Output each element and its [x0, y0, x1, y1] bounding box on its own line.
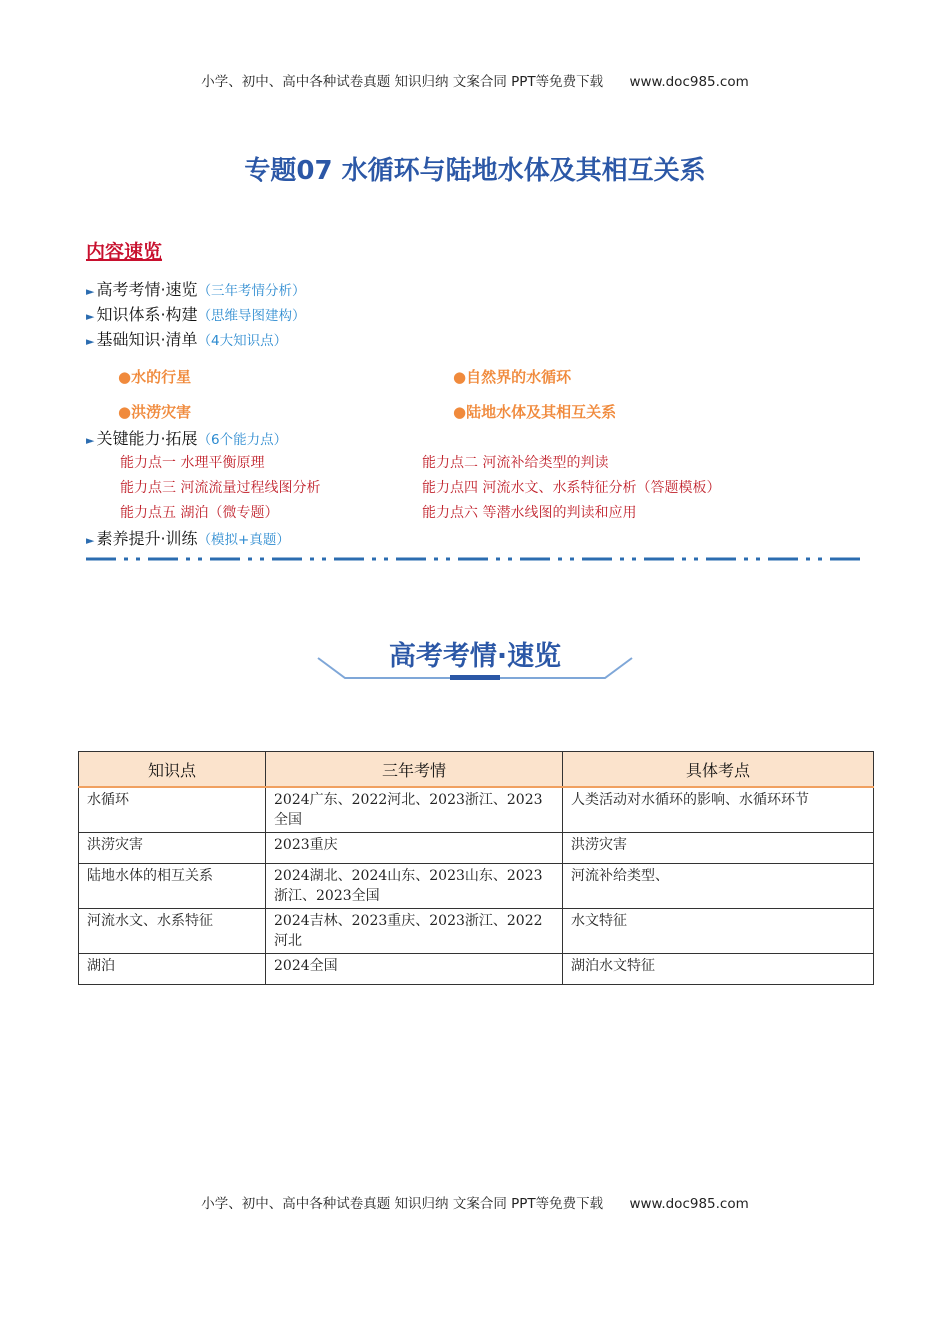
arrow-icon: ► — [86, 310, 95, 323]
table-header-row — [79, 752, 874, 788]
ability-point: 能力点三 河流流量过程线图分析 — [120, 480, 321, 496]
knowledge-point: ●陆地水体及其相互关系 — [453, 403, 617, 421]
table-cell: 湖泊 — [79, 954, 266, 985]
dash-divider — [86, 555, 866, 563]
page-footer — [0, 1192, 950, 1212]
overview-item-label: 关键能力·拓展 — [96, 429, 198, 448]
table-cell: 2024湖北、2024山东、2023山东、2023浙江、2023全国 — [266, 864, 563, 909]
ability-point: 能力点五 湖泊（微专题） — [120, 505, 279, 521]
section-title: 高考考情·速览 — [388, 641, 562, 672]
ability-point: 能力点一 水理平衡原理 — [120, 455, 265, 471]
overview-item-note: （4大知识点） — [197, 333, 288, 349]
ability-point: 能力点二 河流补给类型的判读 — [422, 455, 609, 471]
knowledge-point: ●洪涝灾害 — [118, 403, 192, 421]
table-cell: 湖泊水文特征 — [563, 954, 874, 985]
knowledge-point: ●水的行星 — [118, 368, 192, 386]
footer-url[interactable]: www.doc985.com — [629, 1196, 749, 1212]
arrow-icon: ► — [86, 434, 95, 447]
ability-point: 能力点六 等潜水线图的判读和应用 — [422, 505, 637, 521]
table-row — [79, 909, 874, 954]
footer-text: 小学、初中、高中各种试卷真题 知识归纳 文案合同 PPT等免费下载 — [201, 1196, 604, 1212]
overview-item-note: （三年考情分析） — [197, 283, 306, 299]
arrow-icon: ► — [86, 285, 95, 298]
table-cell: 水文特征 — [563, 909, 874, 954]
page-header — [0, 70, 950, 90]
table-cell: 水循环 — [79, 787, 266, 833]
column-header: 知识点 — [79, 752, 266, 788]
exam-table — [78, 751, 874, 985]
knowledge-point: ●自然界的水循环 — [453, 368, 572, 386]
overview-item — [86, 302, 306, 325]
table-cell: 洪涝灾害 — [79, 833, 266, 864]
overview-item-label: 基础知识·清单 — [96, 330, 198, 349]
overview-item-note: （思维导图建构） — [197, 308, 306, 324]
column-header: 具体考点 — [563, 752, 874, 788]
arrow-icon: ► — [86, 534, 95, 547]
table-cell: 2023重庆 — [266, 833, 563, 864]
table-row — [79, 864, 874, 909]
overview-item-note: （6个能力点） — [197, 432, 288, 448]
table-cell: 2024广东、2022河北、2023浙江、2023全国 — [266, 787, 563, 833]
ability-point: 能力点四 河流水文、水系特征分析（答题模板） — [422, 480, 721, 496]
page-title: 专题07 水循环与陆地水体及其相互关系 — [244, 156, 706, 186]
table-cell: 2024全国 — [266, 954, 563, 985]
overview-item — [86, 526, 290, 549]
overview-item-note: （模拟+真题） — [197, 532, 290, 548]
table-cell: 河流补给类型、 — [563, 864, 874, 909]
arrow-icon: ► — [86, 335, 95, 348]
table-row — [79, 954, 874, 985]
table-cell: 2024吉林、2023重庆、2023浙江、2022河北 — [266, 909, 563, 954]
overview-item — [86, 426, 287, 449]
overview-item-label: 素养提升·训练 — [96, 529, 198, 548]
table-row — [79, 833, 874, 864]
overview-item-label: 高考考情·速览 — [96, 280, 198, 299]
overview-heading: 内容速览 — [86, 241, 163, 263]
table-cell: 陆地水体的相互关系 — [79, 864, 266, 909]
overview-item — [86, 277, 306, 300]
table-cell: 河流水文、水系特征 — [79, 909, 266, 954]
overview-item-label: 知识体系·构建 — [96, 305, 198, 324]
table-row — [79, 787, 874, 833]
overview-item — [86, 327, 287, 350]
column-header: 三年考情 — [266, 752, 563, 788]
table-cell: 人类活动对水循环的影响、水循环环节 — [563, 787, 874, 833]
table-cell: 洪涝灾害 — [563, 833, 874, 864]
header-url[interactable]: www.doc985.com — [629, 74, 749, 90]
header-text: 小学、初中、高中各种试卷真题 知识归纳 文案合同 PPT等免费下载 — [201, 74, 604, 90]
